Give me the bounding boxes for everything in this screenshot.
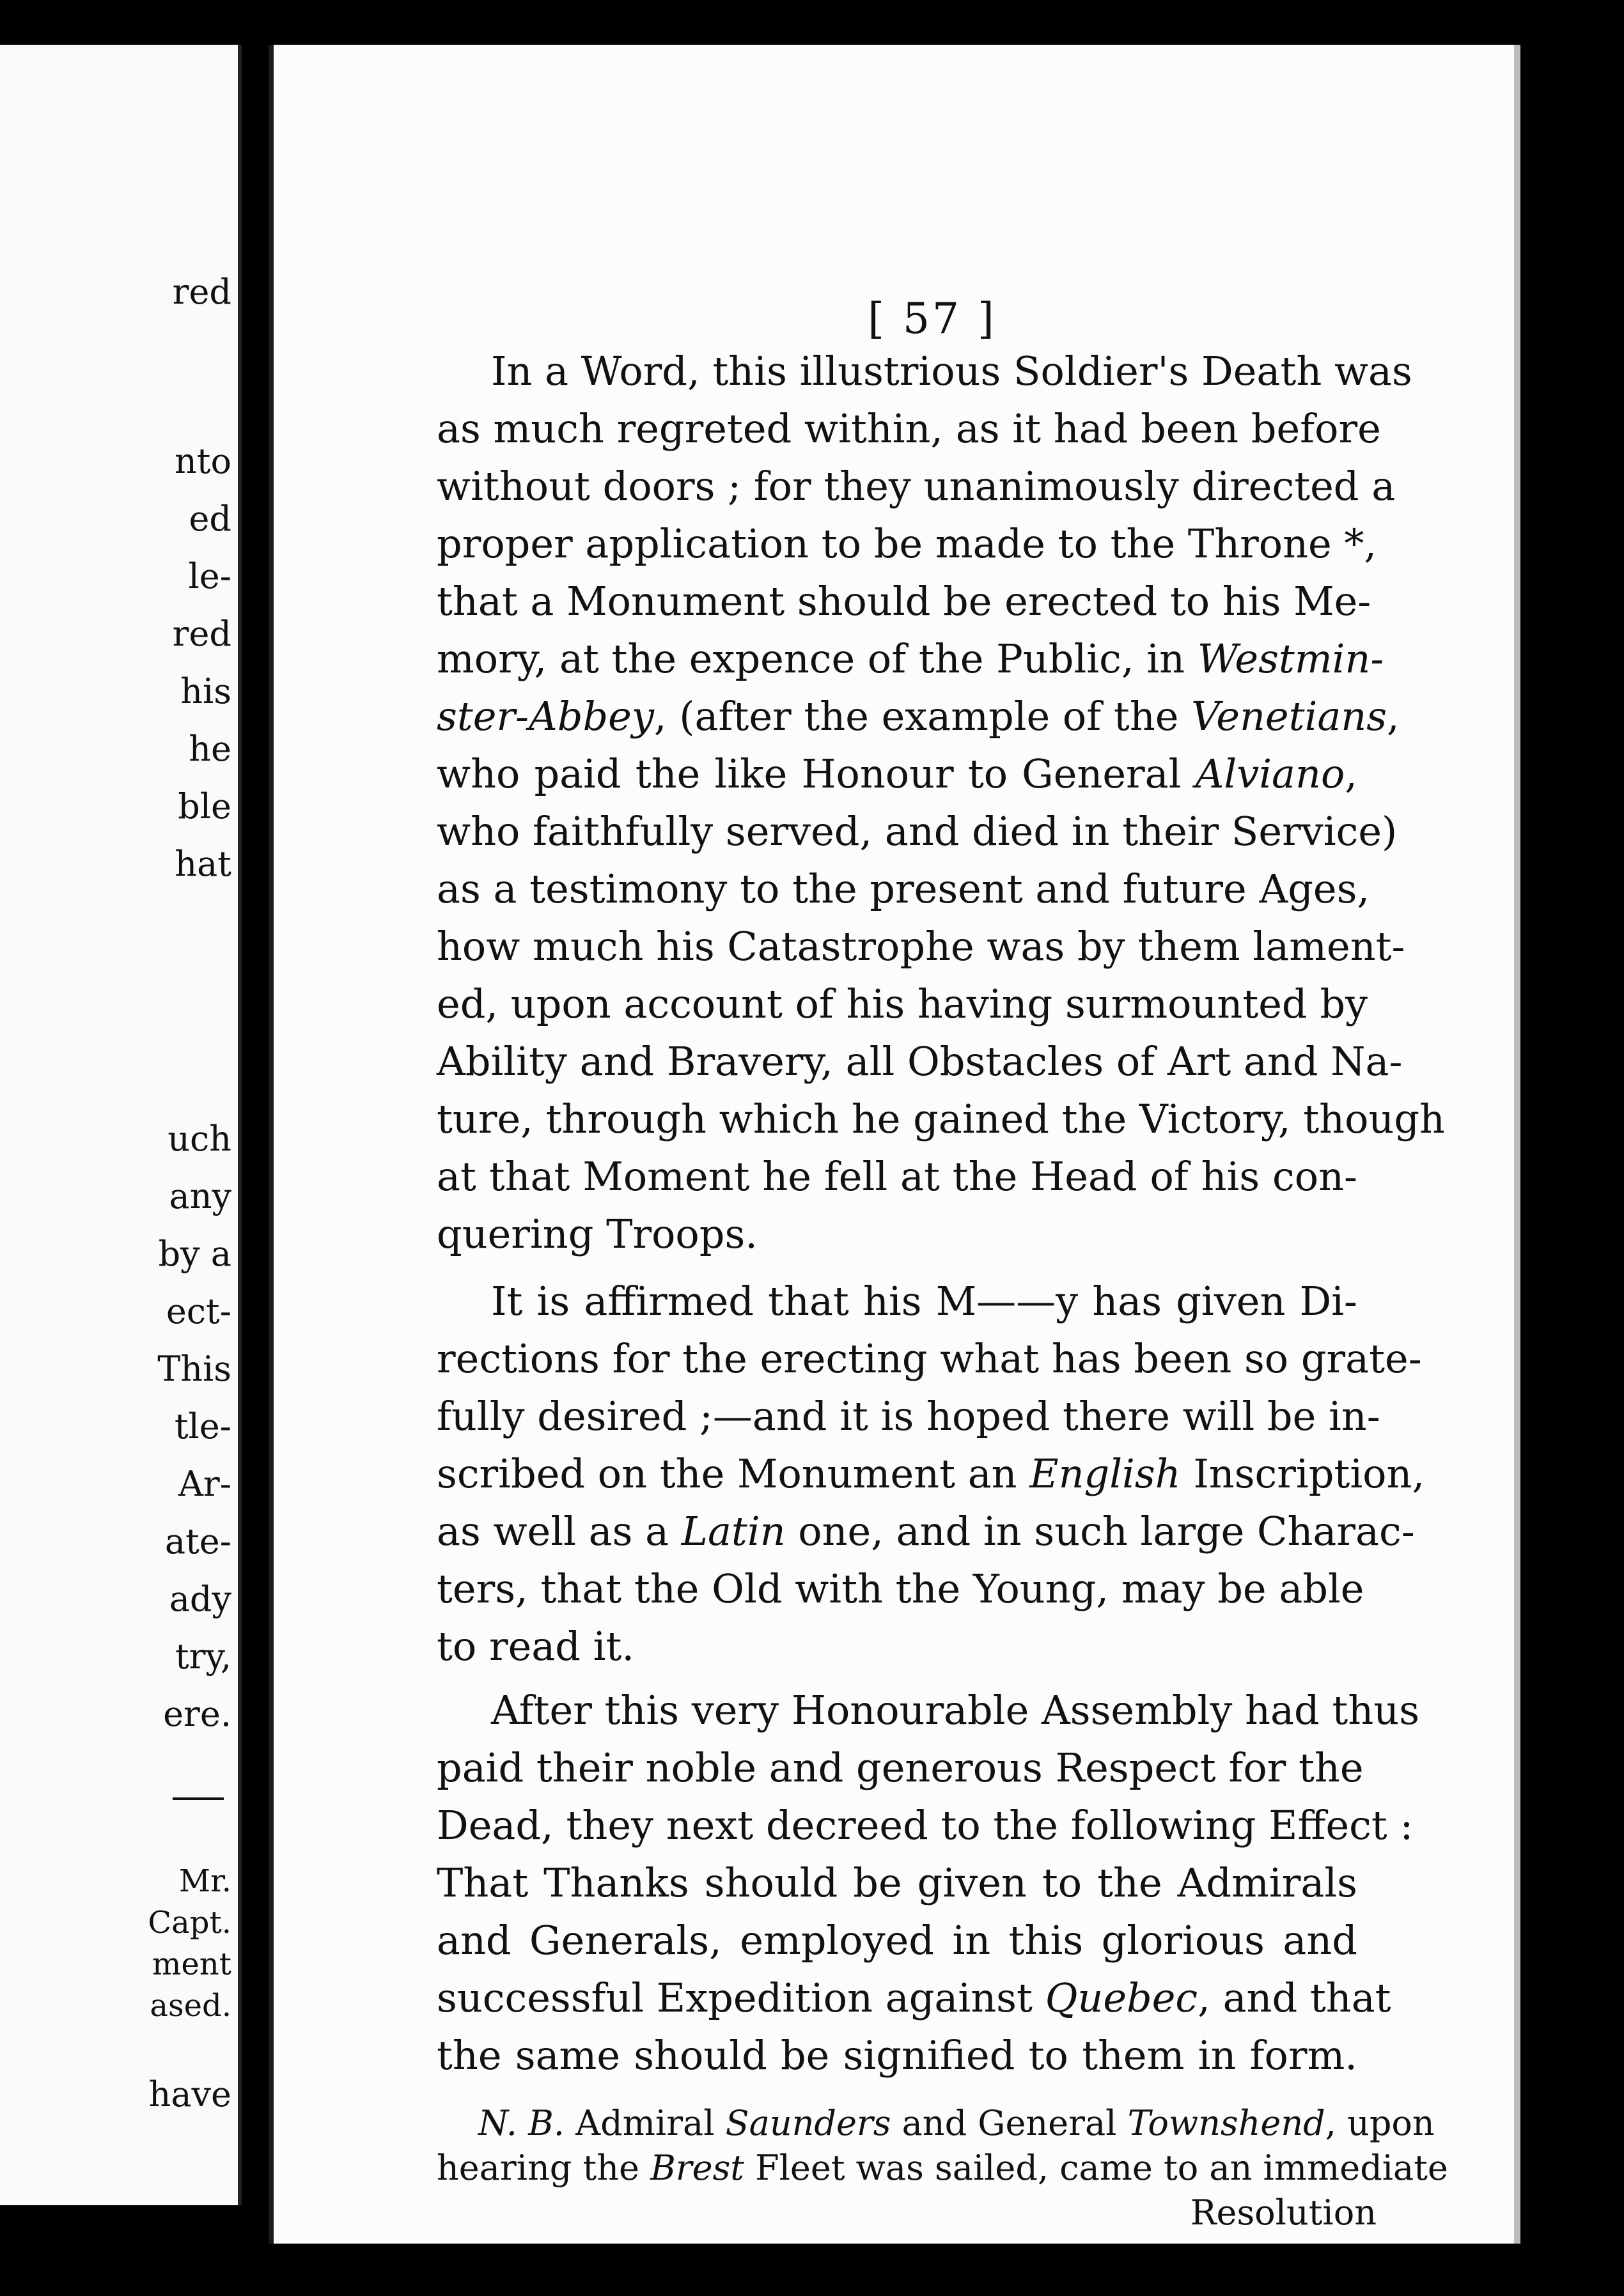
text-line: In a Word, this illustrious Soldier's Death was xyxy=(491,348,1412,394)
left-fragment: nto xyxy=(175,441,231,481)
left-fragment: le- xyxy=(188,556,231,596)
note-line: hearing the Brest Fleet was sailed, came to an immediate xyxy=(437,2148,1448,2188)
text-line: It is affirmed that his M——y has given Di- xyxy=(491,1278,1357,1324)
text-line: to read it. xyxy=(437,1623,635,1670)
left-fragment: try, xyxy=(175,1636,231,1677)
left-fragment: Mr. xyxy=(178,1863,231,1899)
right-page xyxy=(269,45,1520,2244)
left-fragment: Ar- xyxy=(178,1464,231,1504)
text-line: at that Moment he fell at the Head of his con- xyxy=(437,1153,1357,1200)
left-fragment: ment xyxy=(152,1946,231,1982)
left-fragment: ble xyxy=(178,786,231,826)
left-fragment: red xyxy=(172,272,231,312)
text-line: mory, at the expence of the Public, in Westmin- xyxy=(437,635,1384,682)
text-line: Ability and Bravery, all Obstacles of Art and Na- xyxy=(437,1038,1403,1085)
left-fragment: red xyxy=(172,614,231,654)
left-fragment: This xyxy=(157,1349,231,1389)
text-line: fully desired ;—and it is hoped there will be in- xyxy=(437,1393,1380,1439)
left-fragment: ased. xyxy=(150,1988,231,2024)
text-line: who faithfully served, and died in their Service) xyxy=(437,808,1398,855)
text-line: and Generals, employed in this glorious and xyxy=(437,1917,1357,1964)
left-fragment: his xyxy=(180,671,231,711)
left-fragment: uch xyxy=(168,1119,231,1159)
left-fragment: have xyxy=(148,2074,231,2114)
text-line: proper application to be made to the Throne *, xyxy=(437,520,1377,567)
left-fragment: by a xyxy=(158,1234,231,1274)
text-line: without doors ; for they unanimously directed a xyxy=(437,463,1396,509)
text-line: After this very Honourable Assembly had thus xyxy=(491,1687,1420,1734)
text-line: as well as a Latin one, and in such large Charac- xyxy=(437,1508,1415,1555)
left-page-fragment xyxy=(0,45,242,2205)
catchword: Resolution xyxy=(1190,2192,1377,2233)
left-fragment: ere. xyxy=(163,1694,231,1734)
text-line: as a testimony to the present and future Ages, xyxy=(437,865,1370,912)
text-line: that a Monument should be erected to his Me- xyxy=(437,578,1371,624)
note-line: N. B. Admiral Saunders and General Townshend, upon xyxy=(478,2103,1435,2143)
text-line: as much regreted within, as it had been before xyxy=(437,405,1381,452)
text-line: scribed on the Monument an English Inscription, xyxy=(437,1450,1425,1497)
left-fragment: ady xyxy=(169,1579,231,1619)
text-line: ster-Abbey, (after the example of the Venetians, xyxy=(437,693,1400,740)
left-fragment: ect- xyxy=(166,1291,231,1331)
text-line: Dead, they next decreed to the following Effect : xyxy=(437,1802,1414,1849)
footnote-rule xyxy=(173,1797,224,1800)
text-line: rections for the erecting what has been so grate- xyxy=(437,1335,1422,1382)
text-line: successful Expedition against Quebec, and that xyxy=(437,1974,1391,2021)
left-fragment: tle- xyxy=(174,1406,231,1447)
left-fragment: hat xyxy=(175,844,231,884)
left-fragment: ate- xyxy=(164,1521,231,1562)
text-line: the same should be signified to them in form. xyxy=(437,2032,1357,2079)
left-fragment: ed xyxy=(189,499,231,539)
text-line: who paid the like Honour to General Alviano, xyxy=(437,750,1357,797)
text-line: ters, that the Old with the Young, may be able xyxy=(437,1565,1364,1612)
left-fragment: Capt. xyxy=(148,1905,231,1941)
text-line: how much his Catastrophe was by them lament- xyxy=(437,923,1405,970)
text-line: ture, through which he gained the Victory, though xyxy=(437,1096,1445,1142)
text-line: quering Troops. xyxy=(437,1211,758,1257)
left-fragment: any xyxy=(169,1176,231,1216)
left-fragment: he xyxy=(189,729,231,769)
text-line: paid their noble and generous Respect for the xyxy=(437,1744,1364,1791)
page-number: [ 57 ] xyxy=(868,294,997,343)
text-line: ed, upon account of his having surmounted by xyxy=(437,981,1368,1027)
text-line: That Thanks should be given to the Admirals xyxy=(437,1859,1357,1906)
